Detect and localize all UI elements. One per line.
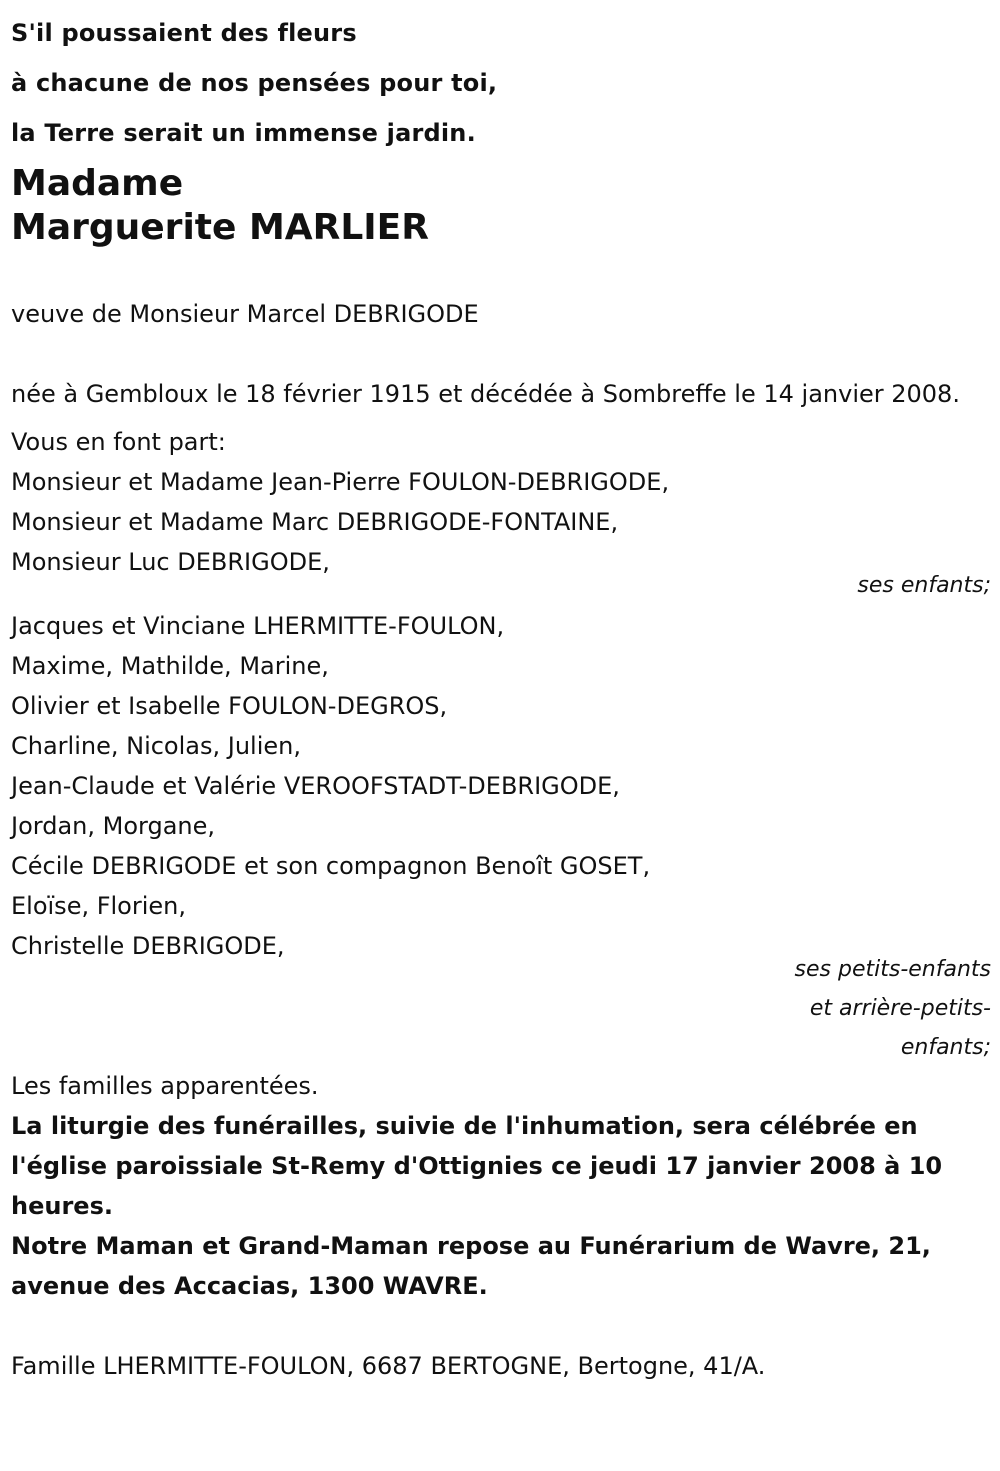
- deceased-name: Marguerite MARLIER: [11, 207, 429, 248]
- announce-intro: Vous en font part:: [11, 428, 226, 456]
- funeral-info-line: heures.: [11, 1192, 113, 1220]
- funeral-info-line: l'église paroissiale St-Remy d'Ottignies ce jeudi 17 janvier 2008 à 10: [11, 1152, 943, 1180]
- list-item: Jordan, Morgane,: [11, 812, 215, 840]
- list-item: Jacques et Vinciane LHERMITTE-FOULON,: [11, 612, 505, 640]
- widow-line: veuve de Monsieur Marcel DEBRIGODE: [11, 300, 479, 328]
- children-list: [11, 462, 991, 582]
- birth-death-line: née à Gembloux le 18 février 1915 et décédée à Sombreffe le 14 janvier 2008.: [11, 380, 960, 408]
- poem-line: la Terre serait un immense jardin.: [11, 119, 476, 147]
- list-item: Eloïse, Florien,: [11, 892, 187, 920]
- funeral-info-line: Notre Maman et Grand-Maman repose au Funérarium de Wavre, 21,: [11, 1232, 931, 1260]
- list-item: Charline, Nicolas, Julien,: [11, 732, 301, 760]
- grandchildren-label-line: et arrière-petits-: [809, 996, 991, 1021]
- list-item: Cécile DEBRIGODE et son compagnon Benoît GOSET,: [11, 852, 651, 880]
- deceased-title: Madame: [11, 163, 184, 204]
- grandchildren-label-line: ses petits-enfants: [794, 957, 991, 982]
- obituary-page: [11, 0, 991, 1386]
- grandchildren-list: [11, 606, 991, 966]
- list-item: Maxime, Mathilde, Marine,: [11, 652, 329, 680]
- list-item: Jean-Claude et Valérie VEROOFSTADT-DEBRIGODE,: [11, 772, 620, 800]
- poem-line: S'il poussaient des fleurs: [11, 19, 357, 47]
- list-item: Christelle DEBRIGODE,: [11, 932, 285, 960]
- list-item: Olivier et Isabelle FOULON-DEGROS,: [11, 692, 448, 720]
- list-item: Monsieur Luc DEBRIGODE,: [11, 548, 330, 576]
- contact-line: Famille LHERMITTE-FOULON, 6687 BERTOGNE, Bertogne, 41/A.: [11, 1352, 766, 1380]
- grandchildren-label-line: enfants;: [900, 1035, 991, 1060]
- funeral-info-line: avenue des Accacias, 1300 WAVRE.: [11, 1272, 488, 1300]
- poem: [11, 8, 991, 158]
- list-item: Monsieur et Madame Jean-Pierre FOULON-DEBRIGODE,: [11, 468, 670, 496]
- funeral-info: [11, 1106, 991, 1306]
- grandchildren-label: [11, 950, 991, 1067]
- funeral-info-line: La liturgie des funérailles, suivie de l'inhumation, sera célébrée en: [11, 1112, 918, 1140]
- children-label: ses enfants;: [857, 573, 991, 598]
- deceased-name-block: [11, 162, 991, 250]
- families-line: Les familles apparentées.: [11, 1072, 319, 1100]
- poem-line: à chacune de nos pensées pour toi,: [11, 69, 498, 97]
- list-item: Monsieur et Madame Marc DEBRIGODE-FONTAINE,: [11, 508, 619, 536]
